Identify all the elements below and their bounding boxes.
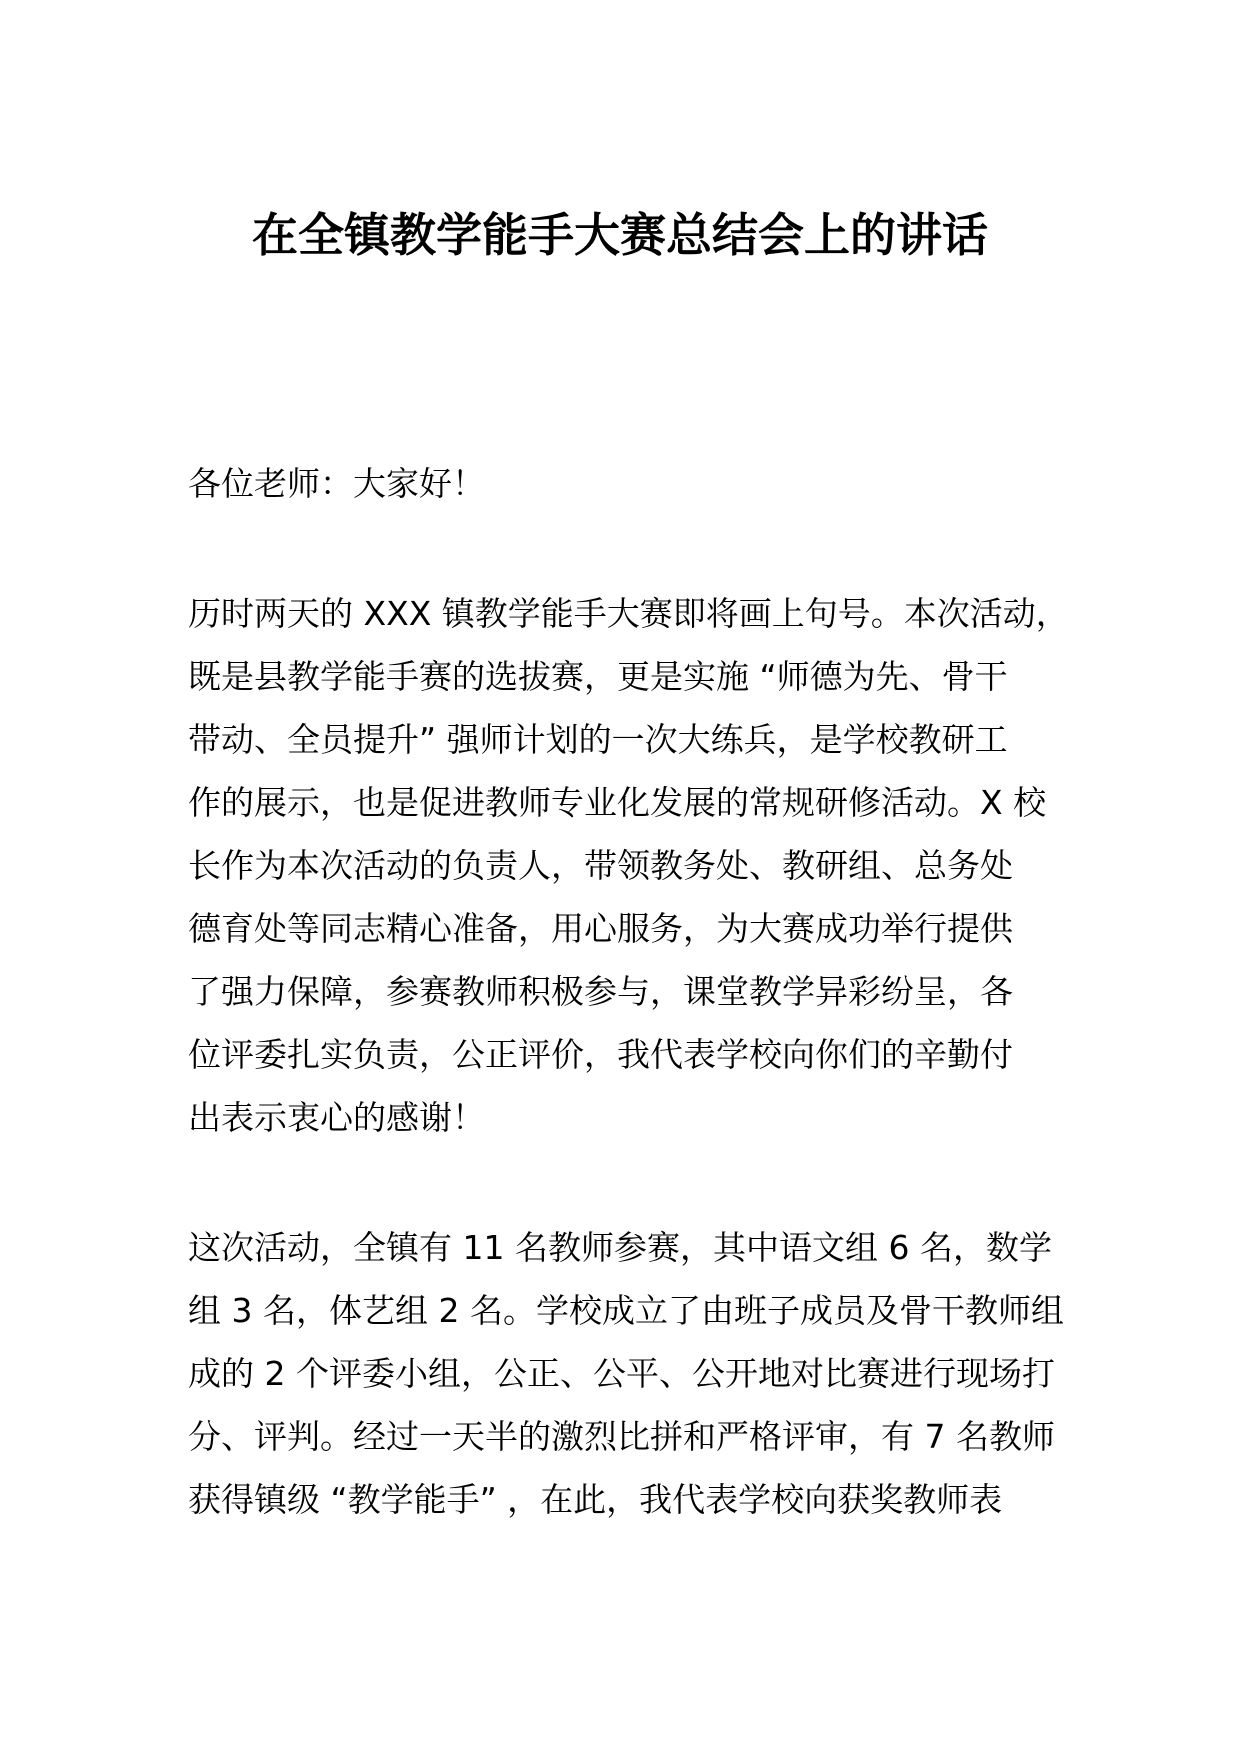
paragraph-line: 作的展示，也是促进教师专业化发展的常规研修活动。X 校 — [188, 783, 1047, 822]
paragraph-line: 历时两天的 XXX 镇教学能手大赛即将画上句号。本次活动， — [188, 594, 1069, 633]
paragraph-line: 长作为本次活动的负责人，带领教务处、教研组、总务处 — [188, 846, 1013, 885]
paragraph-line: 分、评判。经过一天半的激烈比拼和严格评审，有 7 名教师 — [188, 1417, 1055, 1456]
paragraph-line: 成的 2 个评委小组，公正、公平、公开地对比赛进行现场打 — [188, 1354, 1055, 1393]
greeting: 各位老师：大家好！ — [188, 464, 485, 503]
document-title: 在全镇教学能手大赛总结会上的讲话 — [252, 208, 988, 262]
paragraph-line: 这次活动，全镇有 11 名教师参赛，其中语文组 6 名，数学 — [188, 1228, 1052, 1267]
paragraph-line: 位评委扎实负责，公正评价，我代表学校向你们的辛勤付 — [188, 1035, 1013, 1074]
paragraph-line: 德育处等同志精心准备，用心服务，为大赛成功举行提供 — [188, 909, 1013, 948]
paragraph-line: 获得镇级 “教学能手” ，在此，我代表学校向获奖教师表 — [188, 1480, 1003, 1519]
paragraph-line: 既是县教学能手赛的选拔赛，更是实施 “师德为先、骨干 — [188, 657, 1008, 696]
paragraph-line: 出表示衷心的感谢！ — [188, 1098, 485, 1137]
paragraph-line: 组 3 名，体艺组 2 名。学校成立了由班子成员及骨干教师组 — [188, 1291, 1064, 1330]
paragraph-line: 了强力保障，参赛教师积极参与，课堂教学异彩纷呈，各 — [188, 972, 1013, 1011]
paragraph-line: 带动、全员提升” 强师计划的一次大练兵，是学校教研工 — [188, 720, 1008, 759]
